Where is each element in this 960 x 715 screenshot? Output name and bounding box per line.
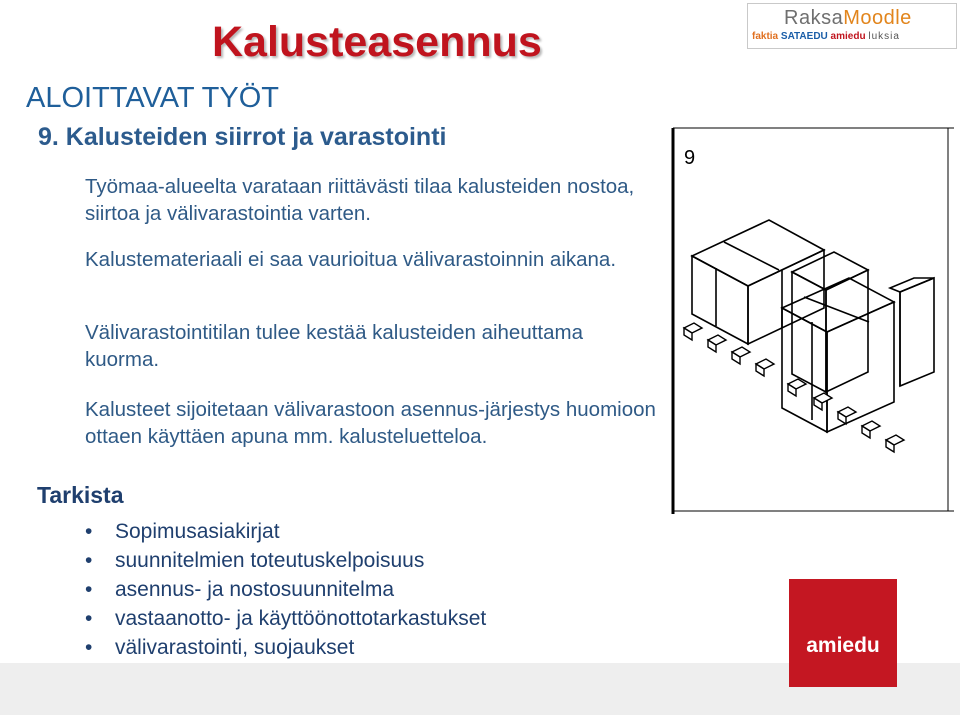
- bullet-icon: •: [85, 636, 93, 659]
- bullet-icon: •: [85, 607, 93, 630]
- bullet-icon: •: [85, 549, 93, 572]
- section-title: 9. Kalusteiden siirrot ja varastointi: [38, 123, 447, 151]
- figure-number: 9: [684, 147, 696, 169]
- slide-title: Kalusteasennus: [212, 18, 542, 66]
- paragraph-4: Kalusteet sijoitetaan välivarastoon asennus-järjestys huomioon ottaen käyttäen apuna mm. kalusteluetteloa.: [85, 398, 656, 448]
- partner-logos: faktia SATAEDU amiedu luksia: [752, 31, 900, 42]
- check-list-item: • asennus- ja nostosuunnitelma: [85, 575, 486, 604]
- cabinet-storage-drawing: [664, 122, 954, 514]
- check-heading: Tarkista: [37, 482, 124, 508]
- check-list: [85, 517, 486, 662]
- check-list-item: • vastaanotto- ja käyttöönottotarkastukset: [85, 604, 486, 633]
- slide-subtitle: ALOITTAVAT TYÖT: [26, 82, 279, 114]
- raksamoodle-logo: RaksaMoodle faktia SATAEDU amiedu luksia: [747, 3, 957, 49]
- check-list-item: • Sopimusasiakirjat: [85, 517, 486, 546]
- amiedu-logo: amiedu: [789, 579, 897, 687]
- check-list-item: • suunnitelmien toteutuskelpoisuus: [85, 546, 486, 575]
- paragraph-1: Työmaa-alueelta varataan riittävästi tilaa kalusteiden nostoa, siirtoa ja välivarastointia varten.: [85, 175, 635, 225]
- check-list-item: • välivarastointi, suojaukset: [85, 633, 486, 662]
- bullet-icon: •: [85, 578, 93, 601]
- paragraph-2: Kalustemateriaali ei saa vaurioitua välivarastoinnin aikana.: [85, 248, 617, 271]
- bullet-icon: •: [85, 520, 93, 543]
- paragraph-3: Välivarastointitilan tulee kestää kalusteiden aiheuttama kuorma.: [85, 321, 583, 371]
